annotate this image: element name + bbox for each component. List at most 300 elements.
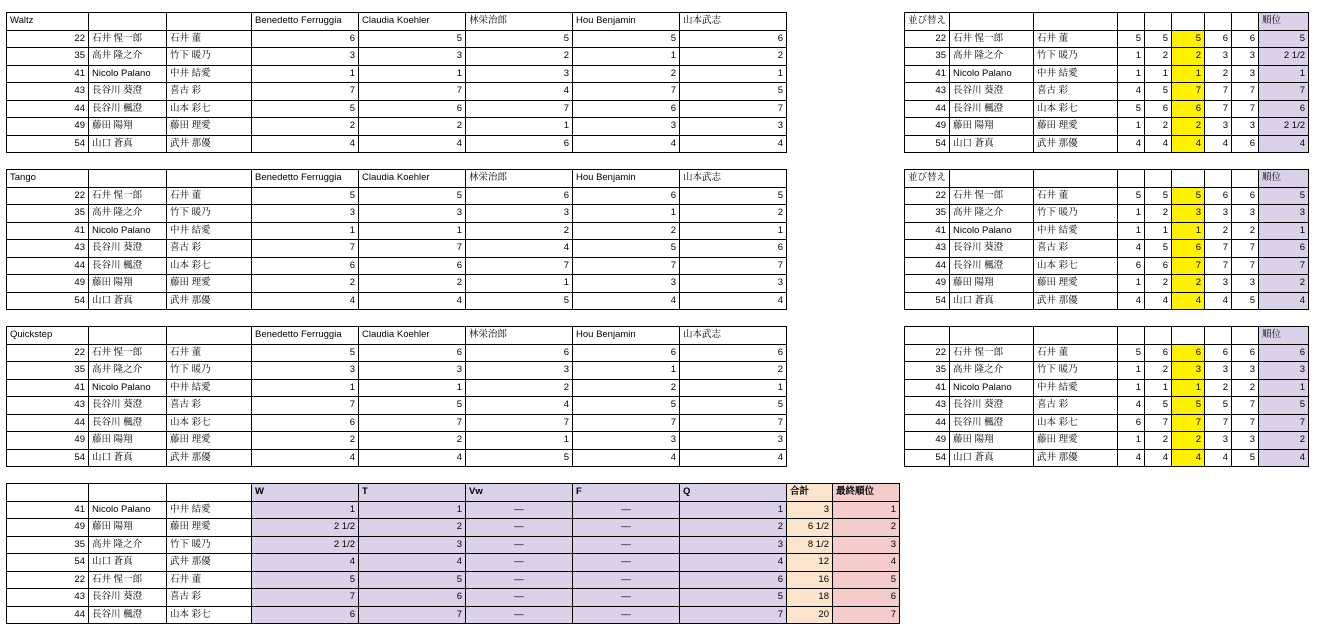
- judge-name[interactable]: Hou Benjamin: [573, 170, 680, 188]
- dance-name[interactable]: Quickstep: [7, 327, 89, 345]
- judge-name[interactable]: Claudia Koehler: [359, 170, 466, 188]
- partner-name[interactable]: 武井 那優: [1034, 449, 1118, 467]
- empty-cell[interactable]: [89, 13, 167, 31]
- judge-mark[interactable]: 1: [680, 379, 787, 397]
- total-score[interactable]: 3: [787, 501, 833, 519]
- empty-cell[interactable]: [1205, 13, 1232, 31]
- judge-mark[interactable]: 6: [252, 30, 359, 48]
- final-rank[interactable]: 6: [833, 589, 900, 607]
- empty-cell[interactable]: [1034, 327, 1118, 345]
- judge-name[interactable]: Hou Benjamin: [573, 13, 680, 31]
- empty-cell[interactable]: [1118, 327, 1145, 345]
- couple-number[interactable]: 54: [7, 292, 89, 310]
- judge-mark[interactable]: 6: [252, 257, 359, 275]
- dance-placing[interactable]: —: [573, 589, 680, 607]
- empty-cell[interactable]: [1232, 13, 1259, 31]
- sorted-mark[interactable]: 1: [1118, 379, 1145, 397]
- dance-placing[interactable]: 4: [359, 554, 466, 572]
- sorted-mark[interactable]: 2: [1232, 222, 1259, 240]
- couple-number[interactable]: 22: [905, 187, 950, 205]
- sorted-mark[interactable]: 5: [1118, 30, 1145, 48]
- empty-cell[interactable]: [167, 13, 252, 31]
- leader-name[interactable]: 山口 蒼真: [89, 449, 167, 467]
- dance-placing[interactable]: —: [466, 606, 573, 624]
- couple-number[interactable]: 44: [7, 414, 89, 432]
- couple-number[interactable]: 22: [905, 30, 950, 48]
- sort-label[interactable]: [905, 327, 950, 345]
- median-mark[interactable]: 5: [1172, 187, 1205, 205]
- dance-name[interactable]: Waltz: [7, 13, 89, 31]
- final-rank[interactable]: 2: [833, 519, 900, 537]
- empty-cell[interactable]: [1145, 13, 1172, 31]
- sort-label[interactable]: 並び替え: [905, 13, 950, 31]
- couple-number[interactable]: 43: [905, 397, 950, 415]
- partner-name[interactable]: 喜古 彩: [1034, 83, 1118, 101]
- summary-header[interactable]: F: [573, 484, 680, 502]
- empty-cell[interactable]: [1205, 327, 1232, 345]
- dance-placing[interactable]: 1: [680, 501, 787, 519]
- judge-mark[interactable]: 1: [573, 362, 680, 380]
- empty-cell[interactable]: [1118, 13, 1145, 31]
- leader-name[interactable]: Nicolo Palano: [89, 222, 167, 240]
- total-score[interactable]: 16: [787, 571, 833, 589]
- sorted-mark[interactable]: 1: [1118, 205, 1145, 223]
- dance-placing[interactable]: 6: [680, 571, 787, 589]
- dance-placing[interactable]: 6: [252, 606, 359, 624]
- couple-number[interactable]: 43: [7, 589, 89, 607]
- couple-number[interactable]: 35: [7, 362, 89, 380]
- judge-mark[interactable]: 1: [680, 222, 787, 240]
- leader-name[interactable]: 石井 惺一郎: [950, 187, 1034, 205]
- sorted-mark[interactable]: 6: [1205, 30, 1232, 48]
- sorted-mark[interactable]: 1: [1118, 362, 1145, 380]
- judge-mark[interactable]: 5: [680, 397, 787, 415]
- leader-name[interactable]: Nicolo Palano: [950, 379, 1034, 397]
- dance-placing[interactable]: —: [466, 554, 573, 572]
- partner-name[interactable]: 石井 董: [1034, 344, 1118, 362]
- partner-name[interactable]: 竹下 暖乃: [1034, 205, 1118, 223]
- empty-cell[interactable]: [1145, 170, 1172, 188]
- sorted-mark[interactable]: 1: [1118, 65, 1145, 83]
- final-rank[interactable]: 4: [833, 554, 900, 572]
- dance-placing[interactable]: —: [573, 554, 680, 572]
- leader-name[interactable]: 長谷川 楓澄: [89, 100, 167, 118]
- dance-rank[interactable]: 7: [1259, 414, 1309, 432]
- total-score[interactable]: 12: [787, 554, 833, 572]
- sorted-mark[interactable]: 3: [1205, 362, 1232, 380]
- dance-placing[interactable]: 3: [359, 536, 466, 554]
- partner-name[interactable]: 中井 結愛: [167, 501, 252, 519]
- rank-header[interactable]: 順位: [1259, 327, 1309, 345]
- partner-name[interactable]: 石井 董: [167, 187, 252, 205]
- judge-mark[interactable]: 3: [252, 362, 359, 380]
- judge-mark[interactable]: 5: [573, 240, 680, 258]
- leader-name[interactable]: 長谷川 葵澄: [950, 240, 1034, 258]
- couple-number[interactable]: 54: [7, 135, 89, 153]
- median-mark[interactable]: 3: [1172, 362, 1205, 380]
- sorted-mark[interactable]: 2: [1145, 432, 1172, 450]
- judge-mark[interactable]: 7: [252, 397, 359, 415]
- couple-number[interactable]: 41: [7, 379, 89, 397]
- judge-mark[interactable]: 1: [252, 379, 359, 397]
- leader-name[interactable]: 山口 蒼真: [89, 135, 167, 153]
- partner-name[interactable]: 石井 董: [167, 571, 252, 589]
- partner-name[interactable]: 喜古 彩: [167, 83, 252, 101]
- judge-mark[interactable]: 2: [252, 275, 359, 293]
- leader-name[interactable]: 高井 隆之介: [950, 362, 1034, 380]
- leader-name[interactable]: Nicolo Palano: [89, 379, 167, 397]
- partner-name[interactable]: 喜古 彩: [1034, 397, 1118, 415]
- empty-cell[interactable]: [89, 327, 167, 345]
- leader-name[interactable]: Nicolo Palano: [89, 65, 167, 83]
- empty-cell[interactable]: [167, 484, 252, 502]
- leader-name[interactable]: 石井 惺一郎: [89, 30, 167, 48]
- couple-number[interactable]: 54: [905, 135, 950, 153]
- median-mark[interactable]: 3: [1172, 205, 1205, 223]
- total-score[interactable]: 6 1/2: [787, 519, 833, 537]
- partner-name[interactable]: 石井 董: [167, 30, 252, 48]
- leader-name[interactable]: 石井 惺一郎: [89, 187, 167, 205]
- judge-name[interactable]: 山本武志: [680, 327, 787, 345]
- empty-cell[interactable]: [950, 327, 1034, 345]
- dance-rank[interactable]: 2: [1259, 432, 1309, 450]
- judge-mark[interactable]: 3: [359, 48, 466, 66]
- dance-placing[interactable]: —: [573, 571, 680, 589]
- judge-mark[interactable]: 1: [466, 275, 573, 293]
- couple-number[interactable]: 44: [905, 100, 950, 118]
- judge-mark[interactable]: 4: [252, 449, 359, 467]
- judge-mark[interactable]: 3: [466, 362, 573, 380]
- judge-mark[interactable]: 4: [680, 449, 787, 467]
- partner-name[interactable]: 藤田 理愛: [167, 275, 252, 293]
- sorted-mark[interactable]: 6: [1145, 257, 1172, 275]
- empty-cell[interactable]: [1205, 170, 1232, 188]
- leader-name[interactable]: 山口 蒼真: [950, 449, 1034, 467]
- couple-number[interactable]: 41: [7, 222, 89, 240]
- judge-name[interactable]: 山本武志: [680, 13, 787, 31]
- summary-header[interactable]: 最終順位: [833, 484, 900, 502]
- judge-name[interactable]: Benedetto Ferruggia: [252, 170, 359, 188]
- couple-number[interactable]: 44: [7, 606, 89, 624]
- median-mark[interactable]: 1: [1172, 65, 1205, 83]
- sorted-mark[interactable]: 6: [1205, 344, 1232, 362]
- judge-mark[interactable]: 1: [573, 205, 680, 223]
- sorted-mark[interactable]: 7: [1232, 257, 1259, 275]
- sorted-mark[interactable]: 1: [1145, 222, 1172, 240]
- judge-mark[interactable]: 2: [252, 118, 359, 136]
- sorted-mark[interactable]: 2: [1205, 222, 1232, 240]
- judge-mark[interactable]: 7: [573, 83, 680, 101]
- empty-cell[interactable]: [1034, 13, 1118, 31]
- judge-mark[interactable]: 7: [466, 257, 573, 275]
- partner-name[interactable]: 中井 結愛: [167, 379, 252, 397]
- median-mark[interactable]: 2: [1172, 48, 1205, 66]
- sorted-mark[interactable]: 3: [1232, 432, 1259, 450]
- couple-number[interactable]: 49: [905, 432, 950, 450]
- judge-mark[interactable]: 7: [359, 83, 466, 101]
- partner-name[interactable]: 中井 結愛: [1034, 379, 1118, 397]
- dance-rank[interactable]: 1: [1259, 222, 1309, 240]
- summary-header[interactable]: Vw: [466, 484, 573, 502]
- couple-number[interactable]: 54: [7, 554, 89, 572]
- judge-mark[interactable]: 1: [680, 65, 787, 83]
- couple-number[interactable]: 49: [905, 118, 950, 136]
- sorted-mark[interactable]: 2: [1145, 118, 1172, 136]
- sorted-mark[interactable]: 1: [1118, 48, 1145, 66]
- partner-name[interactable]: 竹下 暖乃: [1034, 48, 1118, 66]
- dance-rank[interactable]: 1: [1259, 379, 1309, 397]
- judge-mark[interactable]: 5: [252, 100, 359, 118]
- sorted-mark[interactable]: 7: [1232, 100, 1259, 118]
- empty-cell[interactable]: [1232, 327, 1259, 345]
- median-mark[interactable]: 6: [1172, 100, 1205, 118]
- sorted-mark[interactable]: 4: [1205, 292, 1232, 310]
- empty-cell[interactable]: [1172, 170, 1205, 188]
- judge-mark[interactable]: 7: [466, 100, 573, 118]
- sorted-mark[interactable]: 7: [1205, 240, 1232, 258]
- median-mark[interactable]: 2: [1172, 118, 1205, 136]
- leader-name[interactable]: 山口 蒼真: [950, 292, 1034, 310]
- dance-placing[interactable]: —: [466, 519, 573, 537]
- leader-name[interactable]: Nicolo Palano: [950, 65, 1034, 83]
- couple-number[interactable]: 35: [905, 205, 950, 223]
- partner-name[interactable]: 藤田 理愛: [167, 118, 252, 136]
- couple-number[interactable]: 54: [905, 292, 950, 310]
- sorted-mark[interactable]: 4: [1205, 449, 1232, 467]
- dance-placing[interactable]: —: [573, 536, 680, 554]
- sorted-mark[interactable]: 5: [1118, 187, 1145, 205]
- judge-mark[interactable]: 3: [573, 432, 680, 450]
- median-mark[interactable]: 5: [1172, 30, 1205, 48]
- judge-mark[interactable]: 4: [359, 292, 466, 310]
- couple-number[interactable]: 35: [905, 362, 950, 380]
- judge-mark[interactable]: 2: [680, 48, 787, 66]
- final-rank[interactable]: 1: [833, 501, 900, 519]
- partner-name[interactable]: 武井 那優: [167, 554, 252, 572]
- sorted-mark[interactable]: 7: [1145, 414, 1172, 432]
- sorted-mark[interactable]: 1: [1118, 275, 1145, 293]
- judge-mark[interactable]: 4: [252, 292, 359, 310]
- partner-name[interactable]: 武井 那優: [167, 292, 252, 310]
- leader-name[interactable]: 高井 隆之介: [89, 48, 167, 66]
- sorted-mark[interactable]: 5: [1205, 397, 1232, 415]
- couple-number[interactable]: 22: [7, 344, 89, 362]
- partner-name[interactable]: 山本 彩七: [1034, 100, 1118, 118]
- median-mark[interactable]: 6: [1172, 240, 1205, 258]
- couple-number[interactable]: 49: [7, 275, 89, 293]
- dance-placing[interactable]: 4: [680, 554, 787, 572]
- dance-placing[interactable]: 1: [359, 501, 466, 519]
- judge-mark[interactable]: 3: [680, 275, 787, 293]
- leader-name[interactable]: Nicolo Palano: [89, 501, 167, 519]
- judge-mark[interactable]: 6: [252, 414, 359, 432]
- dance-placing[interactable]: —: [466, 589, 573, 607]
- couple-number[interactable]: 35: [7, 48, 89, 66]
- sorted-mark[interactable]: 6: [1118, 414, 1145, 432]
- judge-mark[interactable]: 1: [359, 379, 466, 397]
- dance-placing[interactable]: 3: [680, 536, 787, 554]
- empty-cell[interactable]: [1172, 13, 1205, 31]
- dance-placing[interactable]: 2: [680, 519, 787, 537]
- median-mark[interactable]: 7: [1172, 414, 1205, 432]
- judge-mark[interactable]: 2: [466, 48, 573, 66]
- sorted-mark[interactable]: 2: [1232, 379, 1259, 397]
- judge-mark[interactable]: 2: [359, 275, 466, 293]
- summary-header[interactable]: T: [359, 484, 466, 502]
- judge-mark[interactable]: 7: [252, 83, 359, 101]
- judge-name[interactable]: Claudia Koehler: [359, 327, 466, 345]
- couple-number[interactable]: 43: [905, 240, 950, 258]
- dance-placing[interactable]: 5: [359, 571, 466, 589]
- dance-rank[interactable]: 3: [1259, 362, 1309, 380]
- partner-name[interactable]: 山本 彩七: [1034, 257, 1118, 275]
- couple-number[interactable]: 43: [7, 397, 89, 415]
- leader-name[interactable]: 藤田 陽翔: [950, 432, 1034, 450]
- dance-placing[interactable]: —: [573, 501, 680, 519]
- judge-mark[interactable]: 4: [466, 240, 573, 258]
- dance-rank[interactable]: 7: [1259, 257, 1309, 275]
- sorted-mark[interactable]: 5: [1145, 30, 1172, 48]
- couple-number[interactable]: 41: [905, 65, 950, 83]
- partner-name[interactable]: 山本 彩七: [167, 257, 252, 275]
- sorted-mark[interactable]: 3: [1232, 205, 1259, 223]
- judge-mark[interactable]: 4: [680, 135, 787, 153]
- sorted-mark[interactable]: 2: [1205, 65, 1232, 83]
- dance-placing[interactable]: 2 1/2: [252, 519, 359, 537]
- partner-name[interactable]: 中井 結愛: [1034, 222, 1118, 240]
- dance-rank[interactable]: 2: [1259, 275, 1309, 293]
- sorted-mark[interactable]: 1: [1118, 118, 1145, 136]
- partner-name[interactable]: 中井 結愛: [167, 65, 252, 83]
- sorted-mark[interactable]: 4: [1118, 292, 1145, 310]
- couple-number[interactable]: 43: [905, 83, 950, 101]
- sorted-mark[interactable]: 6: [1145, 100, 1172, 118]
- judge-mark[interactable]: 7: [573, 414, 680, 432]
- sorted-mark[interactable]: 1: [1145, 65, 1172, 83]
- sorted-mark[interactable]: 2: [1145, 48, 1172, 66]
- sorted-mark[interactable]: 3: [1205, 118, 1232, 136]
- couple-number[interactable]: 43: [7, 240, 89, 258]
- judge-mark[interactable]: 6: [359, 257, 466, 275]
- sorted-mark[interactable]: 7: [1232, 83, 1259, 101]
- leader-name[interactable]: 藤田 陽翔: [89, 519, 167, 537]
- leader-name[interactable]: 藤田 陽翔: [950, 118, 1034, 136]
- partner-name[interactable]: 藤田 理愛: [1034, 432, 1118, 450]
- judge-mark[interactable]: 7: [466, 414, 573, 432]
- leader-name[interactable]: 石井 惺一郎: [89, 571, 167, 589]
- couple-number[interactable]: 44: [905, 257, 950, 275]
- partner-name[interactable]: 武井 那優: [167, 135, 252, 153]
- judge-name[interactable]: Claudia Koehler: [359, 13, 466, 31]
- leader-name[interactable]: 長谷川 楓澄: [89, 414, 167, 432]
- judge-name[interactable]: 林栄治郎: [466, 170, 573, 188]
- couple-number[interactable]: 49: [905, 275, 950, 293]
- dance-placing[interactable]: —: [466, 536, 573, 554]
- judge-mark[interactable]: 3: [573, 275, 680, 293]
- judge-name[interactable]: 山本武志: [680, 170, 787, 188]
- leader-name[interactable]: 高井 隆之介: [89, 362, 167, 380]
- sorted-mark[interactable]: 1: [1145, 379, 1172, 397]
- judge-mark[interactable]: 2: [680, 205, 787, 223]
- judge-mark[interactable]: 2: [573, 379, 680, 397]
- sorted-mark[interactable]: 5: [1118, 344, 1145, 362]
- summary-header[interactable]: Q: [680, 484, 787, 502]
- couple-number[interactable]: 49: [7, 519, 89, 537]
- leader-name[interactable]: 藤田 陽翔: [89, 432, 167, 450]
- partner-name[interactable]: 竹下 暖乃: [1034, 362, 1118, 380]
- median-mark[interactable]: 1: [1172, 222, 1205, 240]
- judge-mark[interactable]: 4: [252, 135, 359, 153]
- couple-number[interactable]: 49: [7, 118, 89, 136]
- partner-name[interactable]: 藤田 理愛: [167, 432, 252, 450]
- dance-name[interactable]: Tango: [7, 170, 89, 188]
- median-mark[interactable]: 2: [1172, 275, 1205, 293]
- empty-cell[interactable]: [1172, 327, 1205, 345]
- total-score[interactable]: 20: [787, 606, 833, 624]
- judge-mark[interactable]: 1: [359, 222, 466, 240]
- dance-rank[interactable]: 6: [1259, 100, 1309, 118]
- dance-placing[interactable]: 1: [252, 501, 359, 519]
- sorted-mark[interactable]: 2: [1145, 275, 1172, 293]
- dance-placing[interactable]: 4: [252, 554, 359, 572]
- partner-name[interactable]: 山本 彩七: [167, 100, 252, 118]
- partner-name[interactable]: 石井 董: [1034, 187, 1118, 205]
- judge-mark[interactable]: 3: [252, 48, 359, 66]
- couple-number[interactable]: 35: [7, 536, 89, 554]
- sorted-mark[interactable]: 3: [1205, 205, 1232, 223]
- judge-mark[interactable]: 3: [359, 362, 466, 380]
- dance-placing[interactable]: 7: [252, 589, 359, 607]
- summary-header[interactable]: 合計: [787, 484, 833, 502]
- sorted-mark[interactable]: 5: [1145, 397, 1172, 415]
- empty-cell[interactable]: [167, 170, 252, 188]
- judge-mark[interactable]: 4: [466, 83, 573, 101]
- couple-number[interactable]: 44: [7, 257, 89, 275]
- judge-mark[interactable]: 3: [252, 205, 359, 223]
- dance-rank[interactable]: 4: [1259, 449, 1309, 467]
- dance-placing[interactable]: —: [573, 606, 680, 624]
- judge-mark[interactable]: 6: [573, 344, 680, 362]
- sorted-mark[interactable]: 5: [1145, 240, 1172, 258]
- sorted-mark[interactable]: 6: [1232, 30, 1259, 48]
- partner-name[interactable]: 石井 董: [1034, 30, 1118, 48]
- dance-placing[interactable]: —: [573, 519, 680, 537]
- couple-number[interactable]: 54: [905, 449, 950, 467]
- partner-name[interactable]: 石井 董: [167, 344, 252, 362]
- sorted-mark[interactable]: 6: [1205, 187, 1232, 205]
- judge-mark[interactable]: 2: [466, 222, 573, 240]
- leader-name[interactable]: 山口 蒼真: [950, 135, 1034, 153]
- judge-mark[interactable]: 5: [680, 187, 787, 205]
- dance-rank[interactable]: 7: [1259, 83, 1309, 101]
- median-mark[interactable]: 1: [1172, 379, 1205, 397]
- sorted-mark[interactable]: 2: [1205, 379, 1232, 397]
- median-mark[interactable]: 7: [1172, 83, 1205, 101]
- couple-number[interactable]: 22: [7, 187, 89, 205]
- judge-mark[interactable]: 3: [680, 432, 787, 450]
- judge-mark[interactable]: 4: [680, 292, 787, 310]
- judge-mark[interactable]: 1: [466, 118, 573, 136]
- judge-mark[interactable]: 5: [466, 449, 573, 467]
- sorted-mark[interactable]: 5: [1232, 449, 1259, 467]
- judge-mark[interactable]: 7: [680, 414, 787, 432]
- partner-name[interactable]: 山本 彩七: [167, 414, 252, 432]
- couple-number[interactable]: 41: [905, 222, 950, 240]
- couple-number[interactable]: 54: [7, 449, 89, 467]
- couple-number[interactable]: 35: [7, 205, 89, 223]
- leader-name[interactable]: 長谷川 葵澄: [950, 397, 1034, 415]
- couple-number[interactable]: 22: [7, 571, 89, 589]
